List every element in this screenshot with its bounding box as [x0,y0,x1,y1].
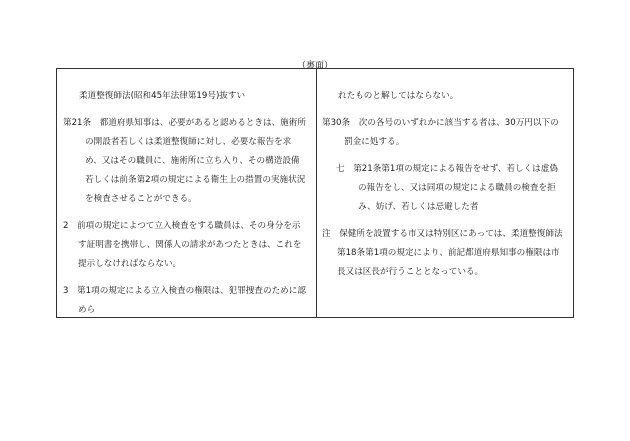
page-caption: （裏面） [296,61,333,71]
article-21-paragraph-2: 2 前項の規定によつて立入検査をする職員は、その身分を示す証明書を携帯し、関係人の請求があつたときは、これを提示しなければならない。 [63,221,302,269]
excerpt-frame [56,68,574,318]
note: 注 保健所を設置する市又は特別区にあっては、柔道整復師法第18条第1項の規定により、前記都道府県知事の権限は市長又は区長が行うこととなっている。 [322,229,563,277]
left-column [57,69,316,317]
article-21-paragraph-3: 3 第1項の規定による立入検査の権限は、犯罪捜査のために認めら [63,286,306,315]
article-21: 第21条 都道府県知事は、必要があると認めるときは、施術所の開設者若しくは柔道整復師に対し、必要な報告を求め、又はその職員に、施術所に立ち入り、その構造設備若しくは前条第2項の規定による衛生上の措置の実施状況を検査させることができる。 [63,118,306,204]
article-30: 第30条 次の各号のいずれかに該当する者は、30万円以下の罰金に処する。 [322,118,559,147]
article-30-item-7: 七 第21条第1項の規定による報告をせず、若しくは虚偽の報告をし、又は同項の規定による職員の検査を拒み、妨げ、若しくは忌避した者 [336,164,558,212]
law-heading: 柔道整復師法(昭和45年法律第19号)抜すい [79,91,246,101]
paragraph-3-continuation: れたものと解してはならない。 [338,91,459,101]
right-column [316,69,574,317]
